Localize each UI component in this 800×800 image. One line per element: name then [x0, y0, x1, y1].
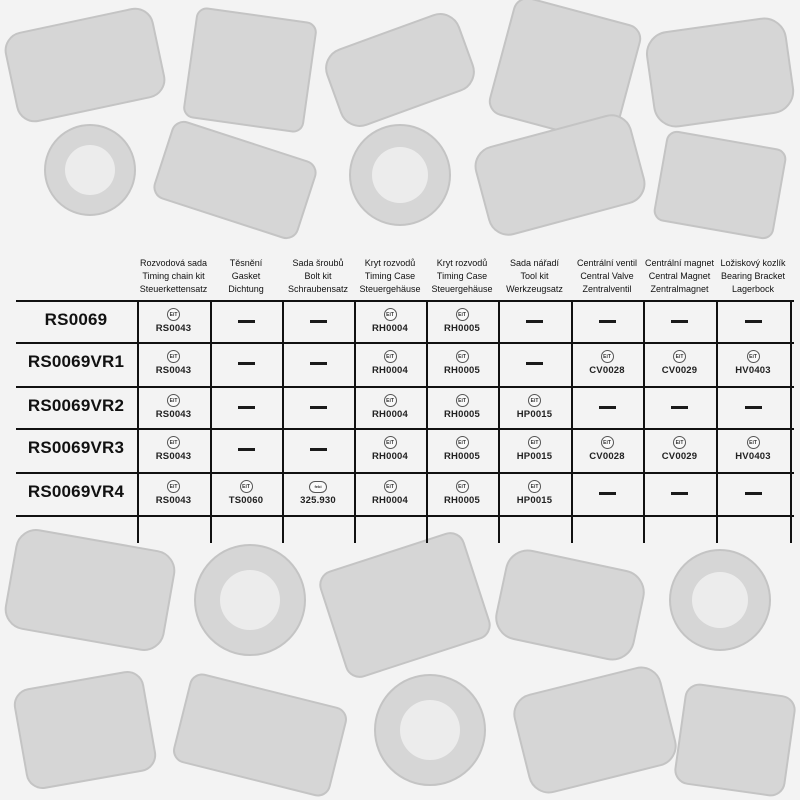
brand-logo-icon: EiT	[673, 436, 686, 449]
table-cell	[498, 429, 571, 469]
table-cell	[210, 387, 282, 427]
part-number: CV0029	[661, 451, 698, 462]
column-divider	[210, 300, 212, 543]
table-cell	[571, 387, 643, 427]
table-cell	[643, 343, 716, 383]
column-header	[643, 255, 716, 297]
table-cell	[282, 301, 354, 341]
brand-logo-icon: EiT	[456, 350, 469, 363]
not-included-dash	[238, 362, 255, 365]
column-header-line: Centrální ventil	[576, 257, 638, 268]
table-cell	[498, 387, 571, 427]
brand-logo-icon: EiT	[240, 480, 253, 493]
table-cell	[426, 473, 498, 513]
column-header-line: Zentralventil	[582, 283, 632, 294]
column-header	[426, 255, 498, 297]
column-header-line: Kryt rozvodů	[436, 257, 488, 268]
column-header-line: Sada nářadí	[509, 257, 560, 268]
column-header-line: Bolt kit	[304, 270, 332, 281]
part-number: HP0015	[516, 495, 553, 506]
not-included-dash	[671, 320, 688, 323]
not-included-dash	[310, 448, 327, 451]
column-header-line: Schraubensatz	[287, 283, 349, 294]
table-cell	[137, 429, 210, 469]
not-included-dash	[310, 362, 327, 365]
brand-logo-icon: EiT	[384, 308, 397, 321]
column-header-line: Rozvodová sada	[139, 257, 208, 268]
column-divider	[716, 300, 718, 543]
brand-logo-icon: EiT	[384, 436, 397, 449]
part-number: RH0005	[443, 495, 481, 506]
table-cell	[426, 429, 498, 469]
brand-logo-icon: EiT	[456, 436, 469, 449]
not-included-dash	[238, 448, 255, 451]
table-cell	[716, 473, 790, 513]
part-number: RH0004	[371, 409, 409, 420]
brand-logo-icon: EiT	[384, 480, 397, 493]
brand-logo-icon: EiT	[673, 350, 686, 363]
column-header	[498, 255, 571, 297]
part-number: CV0028	[589, 451, 625, 462]
table-cell	[498, 343, 571, 383]
part-number: RS0043	[155, 451, 192, 462]
column-header-line: Těsnění	[229, 257, 263, 268]
brand-logo-icon: EiT	[528, 436, 541, 449]
table-cell	[137, 301, 210, 341]
table-cell	[137, 473, 210, 513]
table-cell	[643, 387, 716, 427]
part-number: RH0004	[371, 323, 409, 334]
column-header-line: Ložiskový kozlík	[720, 257, 786, 268]
table-cell	[716, 343, 790, 383]
part-number: RH0004	[371, 365, 409, 376]
table-cell	[210, 429, 282, 469]
not-included-dash	[310, 406, 327, 409]
row-divider	[16, 342, 794, 344]
column-header-line: Centrální magnet	[644, 257, 715, 268]
brand-logo-icon: EiT	[601, 350, 614, 363]
table-cell	[210, 343, 282, 383]
part-number: RS0043	[155, 495, 192, 506]
table-cell	[282, 429, 354, 469]
column-header-line: Werkzeugsatz	[506, 283, 563, 294]
brand-logo-icon: febi	[309, 481, 327, 493]
not-included-dash	[599, 492, 616, 495]
not-included-dash	[526, 362, 543, 365]
table-cell	[426, 387, 498, 427]
column-header-line: Zentralmagnet	[650, 283, 709, 294]
column-header	[354, 255, 426, 297]
table-cell	[282, 473, 354, 513]
table-cell	[426, 343, 498, 383]
column-divider	[137, 300, 139, 543]
part-number: RH0005	[443, 365, 481, 376]
column-divider	[354, 300, 356, 543]
table-cell	[571, 473, 643, 513]
table-cell	[354, 301, 426, 341]
column-divider	[571, 300, 573, 543]
table-cell	[282, 387, 354, 427]
not-included-dash	[745, 406, 762, 409]
table-cell	[571, 429, 643, 469]
not-included-dash	[526, 320, 543, 323]
column-header-line: Central Valve	[580, 270, 634, 281]
part-number: RS0043	[155, 365, 192, 376]
row-label-rs0069: RS0069	[44, 310, 108, 329]
not-included-dash	[238, 406, 255, 409]
not-included-dash	[745, 492, 762, 495]
table-cell	[210, 301, 282, 341]
part-number: HP0015	[516, 451, 553, 462]
table-cell	[571, 343, 643, 383]
table-cell	[571, 301, 643, 341]
column-header-line: Steuergehäuse	[359, 283, 421, 294]
part-number: TS0060	[228, 495, 264, 506]
brand-logo-icon: EiT	[456, 480, 469, 493]
table-cell	[716, 301, 790, 341]
column-header-line: Sada šroubů	[292, 257, 344, 268]
column-header-line: Central Magnet	[648, 270, 711, 281]
part-number: RH0004	[371, 495, 409, 506]
table-cell	[426, 301, 498, 341]
table-cell	[354, 473, 426, 513]
table-cell	[498, 473, 571, 513]
column-header	[716, 255, 790, 297]
part-number: RH0005	[443, 409, 481, 420]
not-included-dash	[745, 320, 762, 323]
brand-logo-icon: EiT	[601, 436, 614, 449]
column-header	[210, 255, 282, 297]
table-cell	[354, 387, 426, 427]
part-number: HV0403	[735, 451, 771, 462]
not-included-dash	[671, 492, 688, 495]
table-cell	[716, 429, 790, 469]
column-header-line: Tool kit	[520, 270, 549, 281]
not-included-dash	[310, 320, 327, 323]
table-cell	[498, 301, 571, 341]
column-header-line: Kryt rozvodů	[364, 257, 416, 268]
brand-logo-icon: EiT	[167, 394, 180, 407]
not-included-dash	[599, 320, 616, 323]
not-included-dash	[238, 320, 255, 323]
column-header-line: Steuerkettensatz	[139, 283, 208, 294]
brand-logo-icon: EiT	[456, 394, 469, 407]
row-label-rs0069vr3: RS0069VR3	[27, 438, 125, 457]
column-divider	[790, 300, 792, 543]
table-cell	[643, 473, 716, 513]
column-divider	[282, 300, 284, 543]
brand-logo-icon: EiT	[384, 394, 397, 407]
brand-logo-icon: EiT	[528, 394, 541, 407]
row-divider	[16, 428, 794, 430]
table-cell	[354, 429, 426, 469]
brand-logo-icon: EiT	[747, 350, 760, 363]
row-divider	[16, 300, 794, 302]
part-number: CV0029	[661, 365, 698, 376]
column-divider	[426, 300, 428, 543]
table-cell	[716, 387, 790, 427]
column-header	[571, 255, 643, 297]
brand-logo-icon: EiT	[384, 350, 397, 363]
brand-logo-icon: EiT	[167, 436, 180, 449]
column-header-line: Dichtung	[228, 283, 264, 294]
row-label-rs0069vr4: RS0069VR4	[27, 482, 125, 501]
table-cell	[282, 343, 354, 383]
column-header-line: Gasket	[231, 270, 261, 281]
table-cell	[643, 429, 716, 469]
brand-logo-icon: EiT	[167, 480, 180, 493]
part-number: HP0015	[516, 409, 553, 420]
part-number: RH0005	[443, 451, 481, 462]
part-number: RH0004	[371, 451, 409, 462]
column-header-line: Timing chain kit	[142, 270, 205, 281]
not-included-dash	[599, 406, 616, 409]
part-number: RS0043	[155, 323, 192, 334]
part-number: CV0028	[589, 365, 625, 376]
not-included-dash	[671, 406, 688, 409]
table-cell	[210, 473, 282, 513]
part-number: 325.930	[300, 494, 336, 506]
row-divider	[16, 386, 794, 388]
table-cell	[137, 387, 210, 427]
brand-logo-icon: EiT	[747, 436, 760, 449]
brand-logo-icon: EiT	[167, 350, 180, 363]
row-divider	[16, 472, 794, 474]
row-label-rs0069vr1: RS0069VR1	[27, 352, 125, 371]
column-header-line: Bearing Bracket	[720, 270, 786, 281]
brand-logo-icon: EiT	[456, 308, 469, 321]
row-divider	[16, 515, 794, 517]
column-header-line: Timing Case	[436, 270, 488, 281]
table-cell	[354, 343, 426, 383]
column-divider	[643, 300, 645, 543]
column-divider	[498, 300, 500, 543]
column-header	[137, 255, 210, 297]
table-cell	[137, 343, 210, 383]
column-header-line: Lagerbock	[731, 283, 775, 294]
brand-logo-icon: EiT	[167, 308, 180, 321]
column-header-line: Timing Case	[364, 270, 416, 281]
part-number: HV0403	[735, 365, 771, 376]
column-header	[282, 255, 354, 297]
row-label-rs0069vr2: RS0069VR2	[27, 396, 125, 415]
brand-logo-icon: EiT	[528, 480, 541, 493]
part-number: RS0043	[155, 409, 192, 420]
column-header-line: Steuergehäuse	[431, 283, 493, 294]
part-number: RH0005	[443, 323, 481, 334]
table-cell	[643, 301, 716, 341]
